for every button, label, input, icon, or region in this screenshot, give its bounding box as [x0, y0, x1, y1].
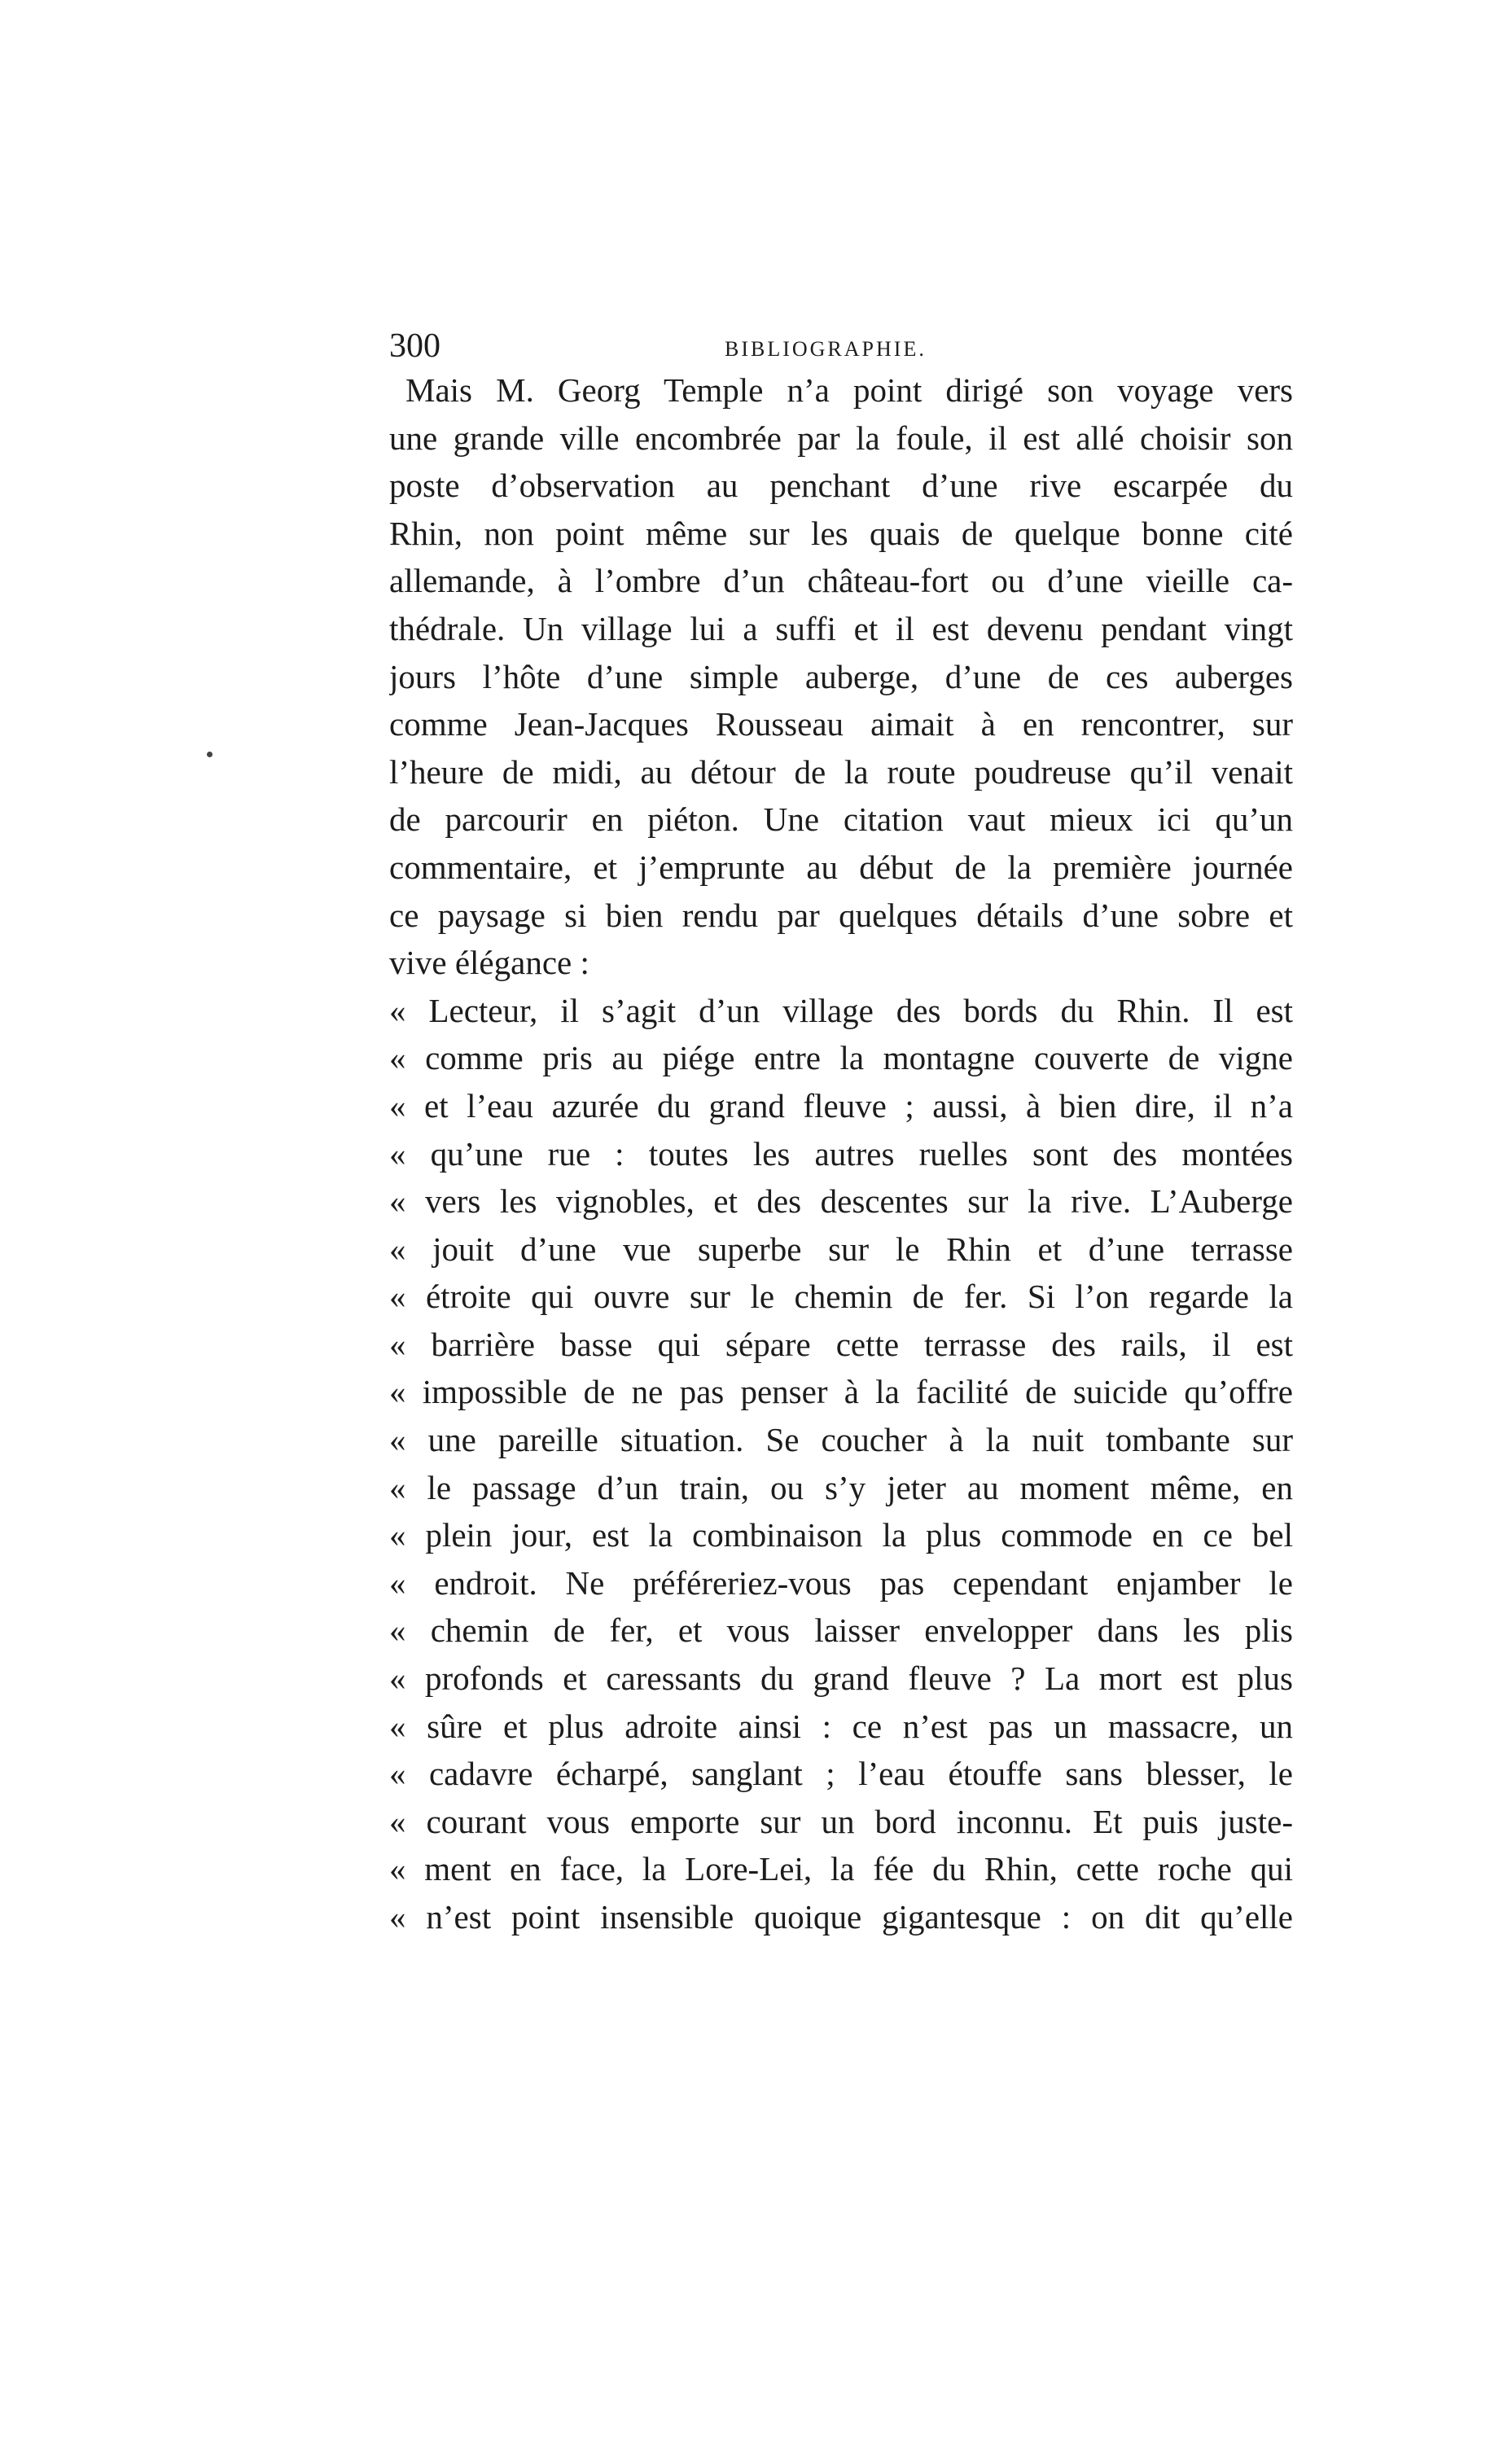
quote-line: « sûre et plus adroite ainsi : ce n’est pas un massacre, un — [389, 1707, 1293, 1745]
quote-line: « étroite qui ouvre sur le chemin de fer. Si l’on regarde la — [389, 1278, 1293, 1316]
quote-line: « vers les vignobles, et des descentes sur la rive. L’Auberge — [389, 1182, 1293, 1221]
text-line: ce paysage si bien rendu par quelques détails d’une sobre et — [389, 896, 1293, 934]
quote-line: « n’est point insensible quoique gigantesque : on dit qu’elle — [389, 1898, 1293, 1936]
page-number: 300 — [389, 327, 440, 365]
quote-line: « ment en face, la Lore-Lei, la fée du Rhin, cette roche qui — [389, 1850, 1293, 1888]
text-line: de parcourir en piéton. Une citation vaut mieux ici qu’un — [389, 800, 1293, 839]
quote-line: « chemin de fer, et vous laisser envelopper dans les plis — [389, 1611, 1293, 1650]
quote-line: « qu’une rue : toutes les autres ruelles sont des montées — [389, 1134, 1293, 1173]
body-text — [389, 366, 1293, 1941]
text-line: commentaire, et j’emprunte au début de la première journée — [389, 848, 1293, 886]
running-title: BIBLIOGRAPHIE. — [725, 337, 927, 361]
quote-line: « jouit d’une vue superbe sur le Rhin et d’une terrasse — [389, 1230, 1293, 1268]
text-line: Rhin, non point même sur les quais de quelque bonne cité — [389, 514, 1293, 552]
quote-line: « et l’eau azurée du grand fleuve ; aussi, à bien dire, il n’a — [389, 1086, 1293, 1125]
text-line: poste d’observation au penchant d’une rive escarpée du — [389, 467, 1293, 505]
quote-line: « le passage d’un train, ou s’y jeter au moment même, en — [389, 1468, 1293, 1506]
quote-line: « impossible de ne pas penser à la facilité de suicide qu’offre — [389, 1373, 1293, 1411]
text-line: l’heure de midi, au détour de la route poudreuse qu’il venait — [389, 752, 1293, 791]
text-line: comme Jean-Jacques Rousseau aimait à en rencontrer, sur — [389, 705, 1293, 743]
quote-line: « courant vous emporte sur un bord inconnu. Et puis juste- — [389, 1802, 1293, 1840]
quote-line: « comme pris au piége entre la montagne couverte de vigne — [389, 1039, 1293, 1077]
quote-line: « barrière basse qui sépare cette terrasse des rails, il est — [389, 1325, 1293, 1363]
text-line: une grande ville encombrée par la foule, il est allé choisir son — [389, 419, 1293, 457]
text-line: allemande, à l’ombre d’un château-fort ou d’une vieille ca- — [389, 562, 1293, 600]
ink-speck — [207, 752, 213, 757]
quote-line: « profonds et caressants du grand fleuve ? La mort est plus — [389, 1659, 1293, 1698]
quote-line: « plein jour, est la combinaison la plus commode en ce bel — [389, 1516, 1293, 1554]
quote-line: « Lecteur, il s’agit d’un village des bords du Rhin. Il est — [389, 991, 1293, 1029]
quote-line: « cadavre écharpé, sanglant ; l’eau étouffe sans blesser, le — [389, 1755, 1293, 1793]
text-line: jours l’hôte d’une simple auberge, d’une de ces auberges — [389, 657, 1293, 695]
page-header — [389, 326, 1293, 366]
quote-line: « endroit. Ne préféreriez-vous pas cependant enjamber le — [389, 1563, 1293, 1602]
text-line: vive élégance : — [389, 944, 589, 982]
text-line: Mais M. Georg Temple n’a point dirigé son voyage vers — [405, 371, 1293, 409]
quote-line: « une pareille situation. Se coucher à la nuit tombante sur — [389, 1421, 1293, 1459]
text-line: thédrale. Un village lui a suffi et il est devenu pendant vingt — [389, 609, 1293, 647]
